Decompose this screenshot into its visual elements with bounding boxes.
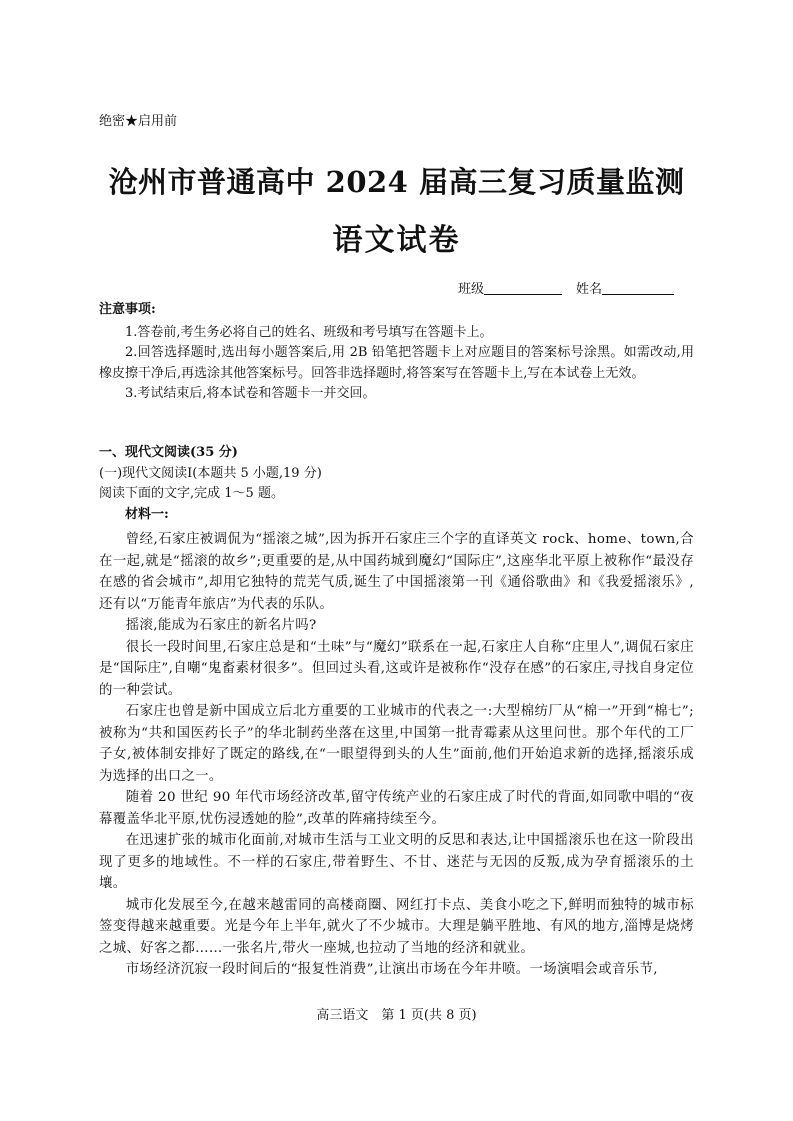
material-label: 材料一: [125, 506, 169, 522]
notice-item: 1.答卷前,考生务必将自己的姓名、班级和考号填写在答题卡上。 [125, 324, 493, 340]
exam-title: 沧州市普通高中 2024 届高三复习质量监测 [108, 165, 685, 199]
name-field[interactable] [602, 281, 674, 295]
article-paragraph: 曾经,石家庄被调侃为“摇滚之城”,因为拆开石家庄三个字的直译英文 rock、home、town,合在一起,就是“摇滚的故乡”;更重要的是,从中国药城到魔幻“国际庄”,这座华北平原上被称作“最没存在感的省会城市”,却用它独特的荒芜气质,诞生了中国摇滚第一刊《通俗歌曲》和《我爱摇滚乐》,还有以“万能青年旅店”为代表的乐队。 [99, 532, 694, 612]
article-paragraph: 石家庄也曾是新中国成立后北方重要的工业城市的代表之一:大型棉纺厂从“棉一”开到“棉七”;被称为“共和国医药长子”的华北制药坐落在这里,中国第一批青霉素从这里问世。那个年代的工厂子女,被体制安排好了既定的路线,在“一眼望得到头的人生”面前,他们开始追求新的选择,摇滚乐成为选择的出口之一。 [99, 704, 694, 784]
sub-section-heading: (一)现代文阅读Ⅰ(本题共 5 小题,19 分) [99, 465, 322, 481]
article-paragraph: 很长一段时间里,石家庄总是和“土味”与“魔幻”联系在一起,石家庄人自称“庄里人”,调侃石家庄是“国际庄”,自嘲“鬼畜素材很多”。但回过头看,这或许是被称作“没存在感”的石家庄,寻找自身定位的一种尝试。 [99, 639, 694, 698]
page-footer: 高三语文 第 1 页(共 8 页) [316, 1008, 477, 1023]
article-paragraph: 城市化发展至今,在越来越雷同的高楼商圈、网红打卡点、美食小吃之下,鲜明而独特的城市标签变得越来越重要。光是今年上半年,就火了不少城市。大理是躺平胜地、有风的地方,淄博是烧烤之城、好客之都……一张名片,带火一座城,也拉动了当地的经济和就业。 [99, 897, 694, 956]
class-label: 班级 [458, 282, 485, 297]
section-heading: 一、现代文阅读(35 分) [99, 445, 238, 460]
article-paragraph: 摇滚,能成为石家庄的新名片吗? [125, 618, 317, 633]
article-body [99, 529, 694, 981]
article-paragraph: 市场经济沉寂一段时间后的“报复性消费”,让演出市场在今年井喷。一场演唱会或音乐节, [125, 962, 658, 977]
notice-section [99, 300, 694, 405]
notice-item: 3.考试结束后,将本试卷和答题卡一并交回。 [125, 386, 376, 401]
confidential-label: 绝密★启用前 [99, 114, 178, 129]
article-paragraph: 随着 20 世纪 90 年代市场经济改革,留守传统产业的石家庄成了时代的背面,如同歌中唱的“夜幕覆盖华北平原,忧伤浸透她的脸”,改革的阵痛持续至今。 [99, 790, 694, 827]
student-info [458, 278, 674, 297]
class-field[interactable] [484, 281, 562, 295]
exam-subtitle: 语文试卷 [332, 223, 461, 258]
name-label: 姓名 [576, 282, 603, 297]
reading-section-header [99, 443, 694, 525]
article-paragraph: 在迅速扩张的城市化面前,对城市生活与工业文明的反思和表达,让中国摇滚乐也在这一阶段出现了更多的地域性。不一样的石家庄,带着野生、不甘、迷茫与无因的反叛,成为孕育摇滚乐的土壤。 [99, 833, 694, 891]
section-instruction: 阅读下面的文字,完成 1～5 题。 [99, 486, 284, 501]
notice-heading: 注意事项: [99, 302, 156, 317]
notice-item: 2.回答选择题时,选出每小题答案后,用 2B 铅笔把答题卡上对应题目的答案标号涂黑。如需改动,用橡皮擦干净后,再选涂其他答案标号。回答非选择题时,将答案写在答题卡上,写在本试卷上无效。 [99, 345, 694, 381]
